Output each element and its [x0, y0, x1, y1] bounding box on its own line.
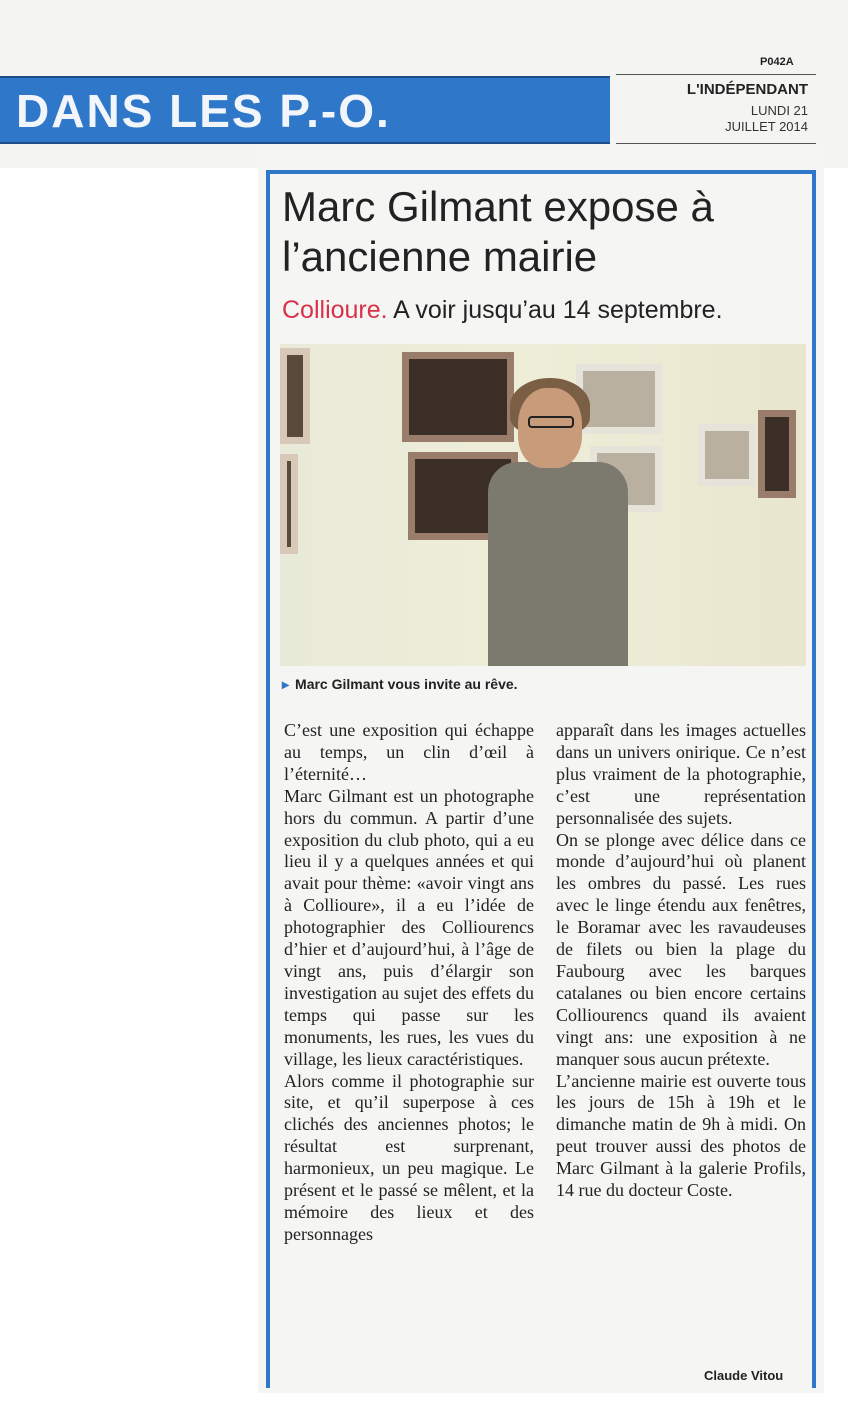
page-code: P042A — [760, 56, 794, 68]
section-title: DANS LES P.-O. — [16, 85, 391, 137]
framed-photo — [402, 352, 514, 442]
article-column-left — [284, 720, 534, 1246]
newspaper-name: L'INDÉPENDANT — [686, 81, 808, 98]
framed-photo — [280, 348, 310, 444]
framed-photo — [698, 424, 756, 486]
photographer-figure — [488, 462, 628, 666]
photographer-face — [518, 388, 582, 468]
article-byline: Claude Vitou — [704, 1368, 784, 1383]
article-subhead — [282, 296, 723, 325]
photo-caption — [282, 676, 518, 693]
issue-date-month: JUILLET 2014 — [725, 119, 808, 134]
photo-caption-text: Marc Gilmant vous invite au rêve. — [295, 676, 518, 692]
article-photo — [280, 344, 806, 666]
paragraph: Alors comme il photographie sur site, et qu’il superpose à ces clichés des anciennes photos; le résultat est surprenant, harmonieux, un peu magique. Le présent et le passé se mêlent, et la mémoire des lieux et des personnages — [284, 1070, 534, 1244]
framed-photo — [280, 454, 298, 554]
paragraph: L’ancienne mairie est ouverte tous les jours de 15h à 19h et le dimanche matin de 9h à midi. On peut trouver aussi des photos de Marc Gilmant à la galerie Profils, 14 rue du docteur Coste. — [556, 1070, 806, 1201]
paragraph: Marc Gilmant est un photographe hors du commun. A partir d’une exposition du club photo, qui a eu lieu il y a quelques années et qui avait pour thème: «avoir vingt ans à Collioure», il a eu l’idée de photographier des Colliourencs d’hier et d’aujourd’hui, à l’âge de vingt ans, puis d’élargir son investigation au sujet des effets du temps qui passe sur les monuments, les rues, les vues du village, les lieux caractéristiques. — [284, 785, 534, 1069]
issue-date-day: LUNDI 21 — [750, 103, 808, 118]
article-subtitle: A voir jusqu’au 14 septembre. — [387, 296, 723, 324]
paragraph: apparaît dans les images actuelles dans un univers onirique. Ce n’est plus vraiment de la photographie, c’est une représentation personnalisée des sujets. — [556, 720, 806, 828]
framed-photo — [758, 410, 796, 498]
article-column-right — [556, 720, 806, 1202]
section-banner — [0, 76, 610, 144]
caption-arrow-icon: ▸ — [282, 676, 290, 692]
paragraph: On se plonge avec délice dans ce monde d’aujourd’hui où planent les ombres du passé. Les rues avec le linge étendu aux fenêtres, le Boramar avec les ravaudeuses de filets ou bien la plage du Faubourg avec les barques catalanes ou bien encore certains Colliourencs quand ils avaient vingt ans: une exposition à ne manquer sous aucun prétexte. — [556, 829, 806, 1069]
glasses-icon — [528, 416, 574, 428]
paragraph: C’est une exposition qui échappe au temps, un clin d’œil à l’éternité… — [284, 720, 534, 784]
article-headline: Marc Gilmant expose à l’ancienne mairie — [282, 183, 714, 280]
masthead — [616, 74, 816, 144]
article-place: Collioure. — [282, 296, 388, 324]
